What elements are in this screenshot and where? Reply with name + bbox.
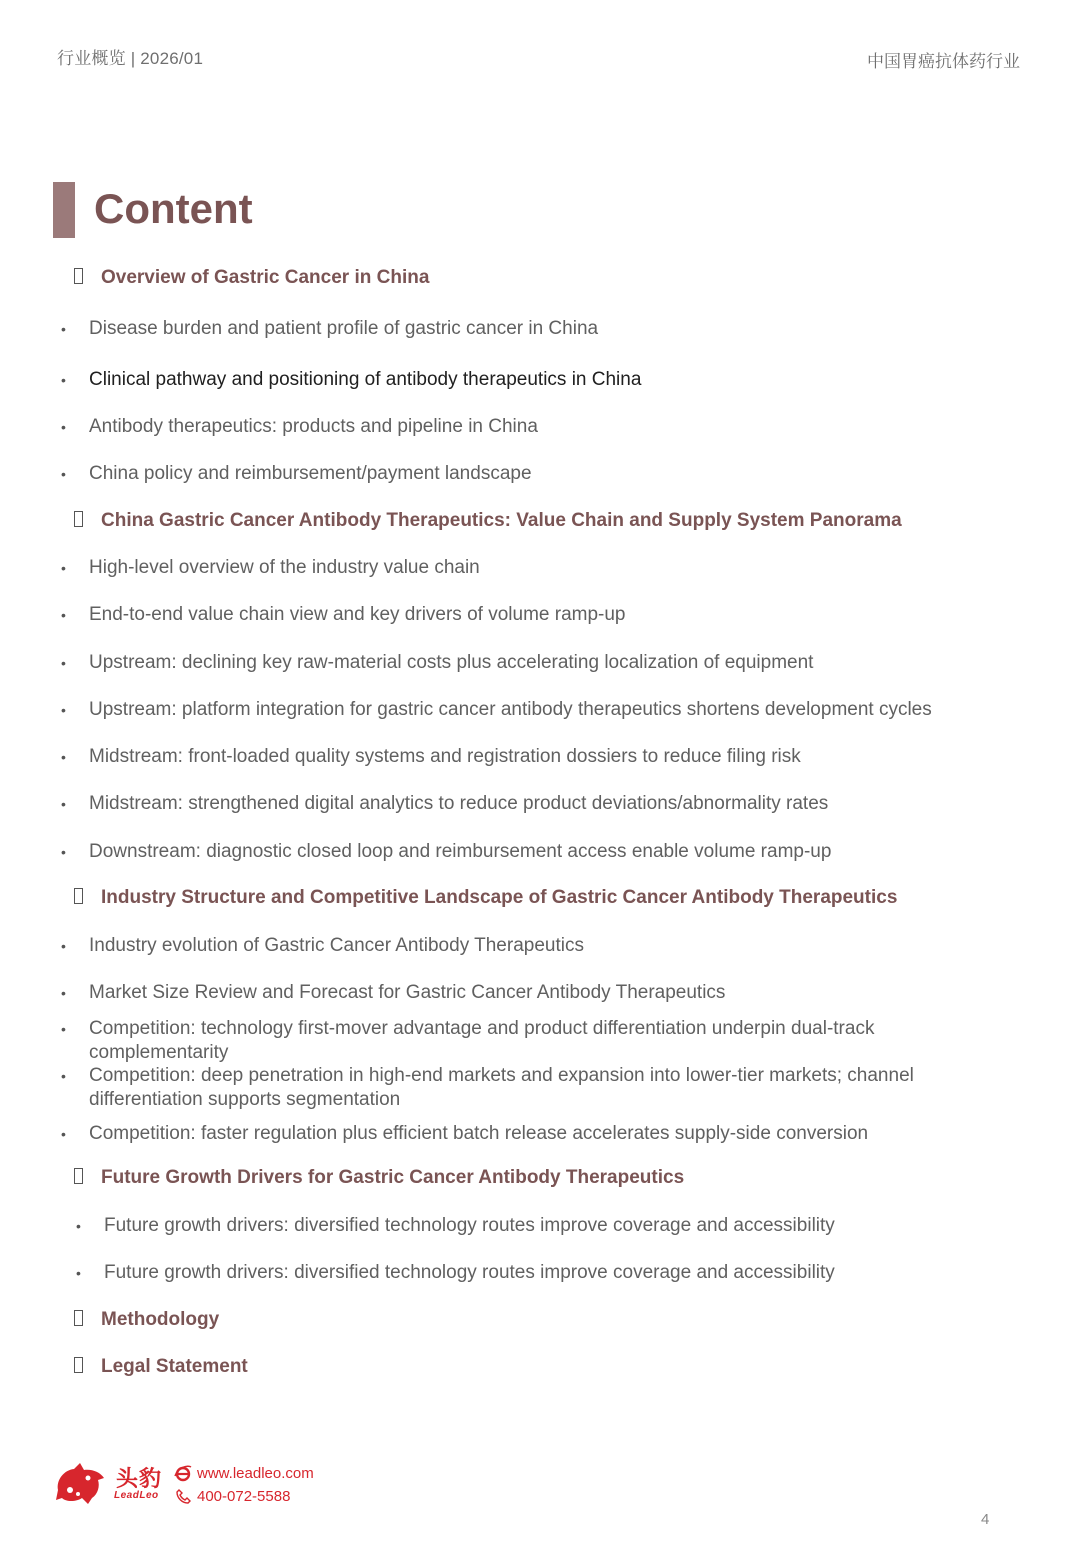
bullet-icon: • (61, 985, 66, 1001)
toc-item-label: Downstream: diagnostic closed loop and reimbursement access enable volume ramp-up (89, 841, 832, 862)
header-right: 中国胃癌抗体药行业 (867, 52, 1020, 71)
toc-item-label: Future growth drivers: diversified technology routes improve coverage and accessibility (104, 1215, 835, 1236)
toc-item[interactable] (61, 1017, 970, 1065)
checkbox-icon (74, 888, 83, 904)
phone-number: 400-072-5588 (197, 1488, 291, 1505)
toc-item[interactable] (61, 368, 970, 392)
toc-item[interactable] (76, 1214, 970, 1238)
toc-item[interactable] (61, 698, 970, 722)
bullet-icon: • (61, 749, 66, 765)
footer-brand (54, 1460, 354, 1510)
bullet-icon: • (61, 655, 66, 671)
checkbox-icon (74, 1168, 83, 1184)
toc-item[interactable] (61, 1064, 970, 1112)
toc-section-heading[interactable] (74, 266, 429, 290)
bullet-icon: • (61, 372, 66, 388)
toc-item-label: Future growth drivers: diversified technology routes improve coverage and accessibility (104, 1262, 835, 1283)
phone-icon (175, 1488, 192, 1505)
toc-section-heading-label: Overview of Gastric Cancer in China (101, 267, 430, 288)
bullet-icon: • (76, 1265, 81, 1281)
toc-item[interactable] (61, 415, 970, 439)
checkbox-icon (74, 511, 83, 527)
checkbox-icon (74, 1357, 83, 1373)
toc-item[interactable] (61, 934, 970, 958)
toc-item[interactable] (61, 317, 970, 341)
page-title: Content (94, 185, 253, 232)
web-icon (174, 1464, 192, 1482)
toc-item[interactable] (61, 792, 970, 816)
bullet-icon: • (61, 607, 66, 623)
toc-section-heading[interactable] (74, 886, 897, 910)
bullet-icon: • (61, 466, 66, 482)
bullet-icon: • (61, 1068, 66, 1084)
toc-section-heading[interactable] (74, 509, 902, 533)
toc-item[interactable] (61, 462, 970, 486)
toc-item[interactable] (76, 1261, 970, 1285)
page-number: 4 (981, 1511, 990, 1528)
toc-section-heading[interactable] (74, 1166, 684, 1190)
toc-item-label: Disease burden and patient profile of gastric cancer in China (89, 318, 599, 339)
toc-section-heading-label: Future Growth Drivers for Gastric Cancer Antibody Therapeutics (101, 1167, 685, 1188)
bullet-icon: • (61, 560, 66, 576)
toc-item-label: Competition: faster regulation plus efficient batch release accelerates supply-side conversion (89, 1123, 869, 1144)
toc-item-label: Industry evolution of Gastric Cancer Antibody Therapeutics (89, 935, 584, 956)
toc-item-label: Midstream: strengthened digital analytics to reduce product deviations/abnormality rates (89, 793, 829, 814)
logo-en-text: LeadLeo (114, 1490, 159, 1501)
toc-section-heading-label: Legal Statement (101, 1356, 248, 1377)
bullet-icon: • (61, 796, 66, 812)
bullet-icon: • (61, 1021, 66, 1037)
toc-item-label: Midstream: front-loaded quality systems and registration dossiers to reduce filing risk (89, 746, 801, 767)
header-left: 行业概览 | 2026/01 (57, 49, 204, 68)
title-accent-bar (53, 182, 75, 238)
toc-section-heading-label: Methodology (101, 1309, 220, 1330)
toc-item-label: Competition: deep penetration in high-end markets and expansion into lower-tier markets; channel differentiation supports segmentation (89, 1065, 914, 1110)
logo-cn-text: 头豹 (116, 1466, 163, 1491)
toc-item-label: Market Size Review and Forecast for Gastric Cancer Antibody Therapeutics (89, 982, 726, 1003)
toc-item-label: Antibody therapeutics: products and pipeline in China (89, 416, 538, 437)
website-link[interactable]: www.leadleo.com (197, 1465, 314, 1482)
toc-item[interactable] (61, 651, 970, 675)
bullet-icon: • (76, 1218, 81, 1234)
bullet-icon: • (61, 1126, 66, 1142)
toc-item[interactable] (61, 556, 970, 580)
toc-section-heading[interactable] (74, 1308, 219, 1332)
toc-section-heading-label: Industry Structure and Competitive Landscape of Gastric Cancer Antibody Therapeutics (101, 887, 898, 908)
toc-item-label: Clinical pathway and positioning of antibody therapeutics in China (89, 369, 642, 390)
bullet-icon: • (61, 844, 66, 860)
toc-item-label: Competition: technology first-mover advantage and product differentiation underpin dual-track complementarity (89, 1018, 875, 1063)
bullet-icon: • (61, 419, 66, 435)
toc-section-heading[interactable] (74, 1355, 248, 1379)
toc-item-label: China policy and reimbursement/payment landscape (89, 463, 532, 484)
toc-item-label: End-to-end value chain view and key drivers of volume ramp-up (89, 604, 626, 625)
toc-item-label: Upstream: declining key raw-material costs plus accelerating localization of equipment (89, 652, 814, 673)
bullet-icon: • (61, 938, 66, 954)
toc-item[interactable] (61, 1122, 970, 1146)
bullet-icon: • (61, 321, 66, 337)
checkbox-icon (74, 1310, 83, 1326)
toc-item[interactable] (61, 745, 970, 769)
toc-item[interactable] (61, 840, 970, 864)
leopard-logo-icon (54, 1460, 106, 1506)
toc-item[interactable] (61, 981, 970, 1005)
bullet-icon: • (61, 702, 66, 718)
toc-item-label: High-level overview of the industry value chain (89, 557, 480, 578)
toc-section-heading-label: China Gastric Cancer Antibody Therapeutics: Value Chain and Supply System Panorama (101, 510, 902, 531)
checkbox-icon (74, 268, 83, 284)
toc-item-label: Upstream: platform integration for gastric cancer antibody therapeutics shortens development cycles (89, 699, 932, 720)
toc-item[interactable] (61, 603, 970, 627)
